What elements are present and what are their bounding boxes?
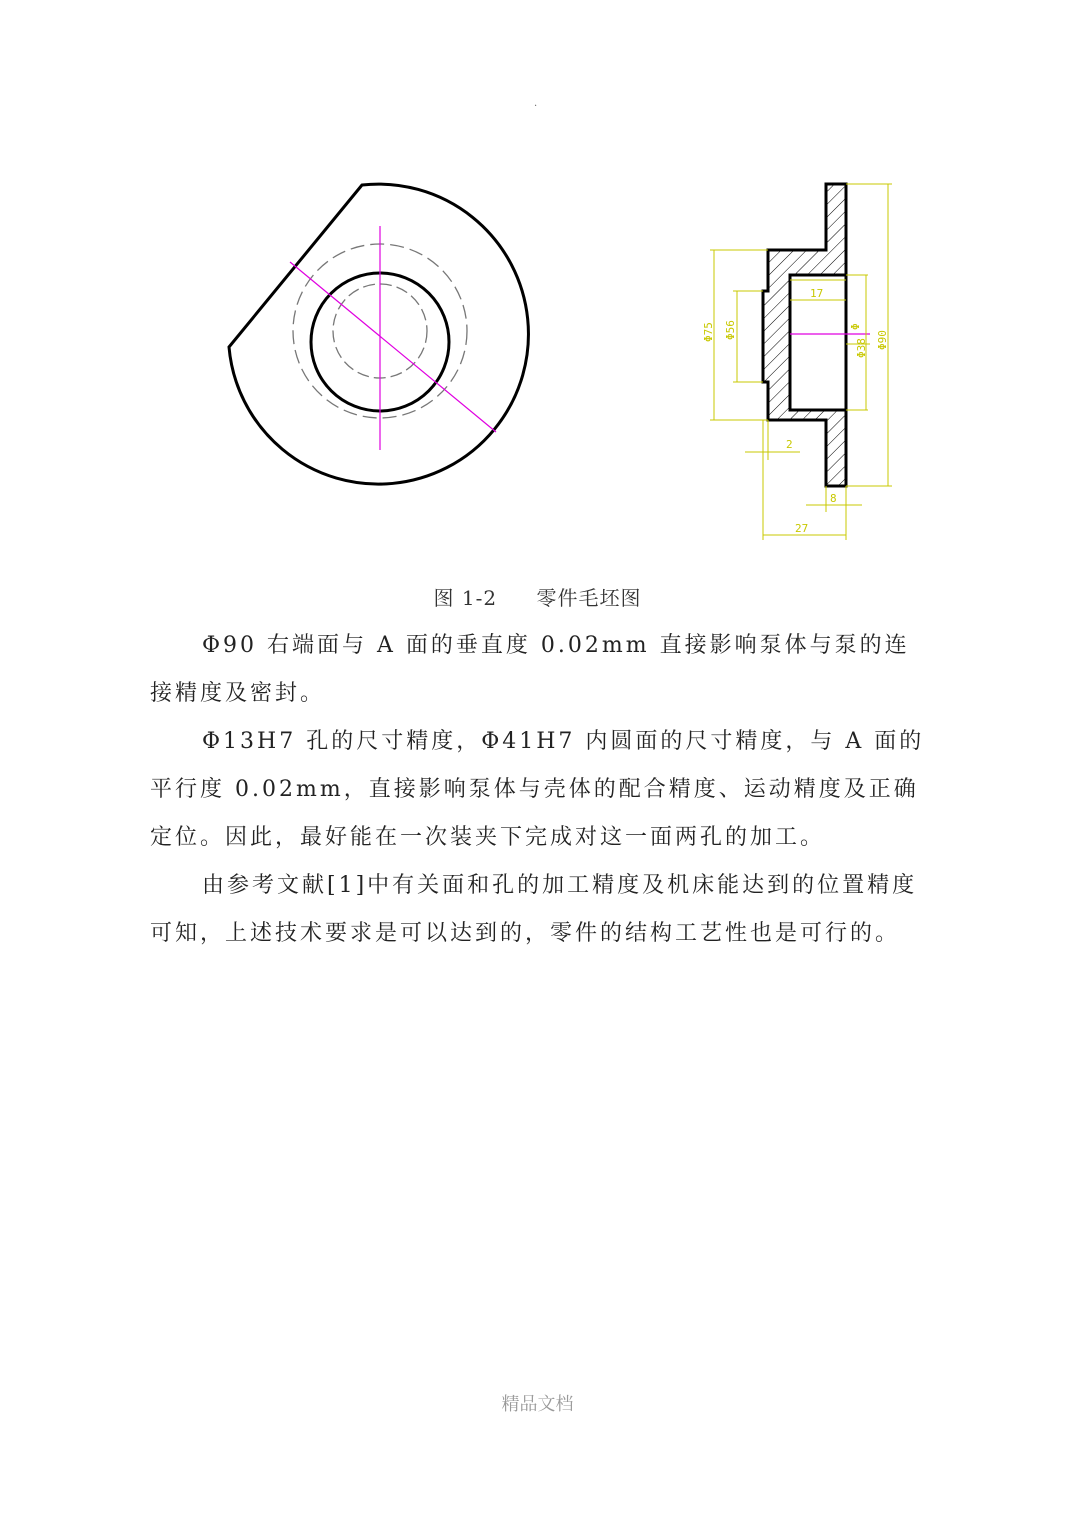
body-text <box>150 622 930 958</box>
page-header-mark: . <box>534 98 538 109</box>
dim-step: 2 <box>786 438 793 451</box>
front-outer-contour <box>229 184 528 484</box>
front-view <box>229 184 528 484</box>
front-diagonal-centerline <box>290 262 496 432</box>
section-view <box>702 184 892 540</box>
paragraph-feasibility: 由参考文献[1]中有关面和孔的加工精度及机床能达到的位置精度可知，上述技术要求是可以达到的，零件的结构工艺性也是可行的。 <box>150 873 918 946</box>
dim-flange: 8 <box>830 492 837 505</box>
dim-right-b: Φ90 <box>876 330 889 350</box>
page-footer: 精品文档 <box>501 1394 574 1415</box>
dim-left-inner: Φ56 <box>724 320 737 340</box>
paragraph-hole-precision: Φ13H7 孔的尺寸精度，Φ41H7 内圆面的尺寸精度，与 A 面的平行度 0.02mm，直接影响泵体与壳体的配合精度、运动精度及正确定位。因此，最好能在一次装夹下完成对这一面两孔的加工。 <box>150 729 925 850</box>
part-blank-drawing <box>0 0 1075 570</box>
figure-caption-title: 零件毛坯图 <box>536 586 642 610</box>
dim-left-outer: Φ75 <box>702 322 715 342</box>
dim-width-top: 17 <box>810 287 824 300</box>
dim-bore: Φ <box>849 323 862 330</box>
paragraph-perpendicularity: Φ90 右端面与 A 面的垂直度 0.02mm 直接影响泵体与泵的连接精度及密封。 <box>150 633 910 706</box>
dim-total: 27 <box>795 522 809 535</box>
figure-caption-number: 图 1-2 <box>433 586 498 610</box>
dim-right-a: Φ38 <box>855 338 868 358</box>
figure-caption <box>0 582 1075 611</box>
